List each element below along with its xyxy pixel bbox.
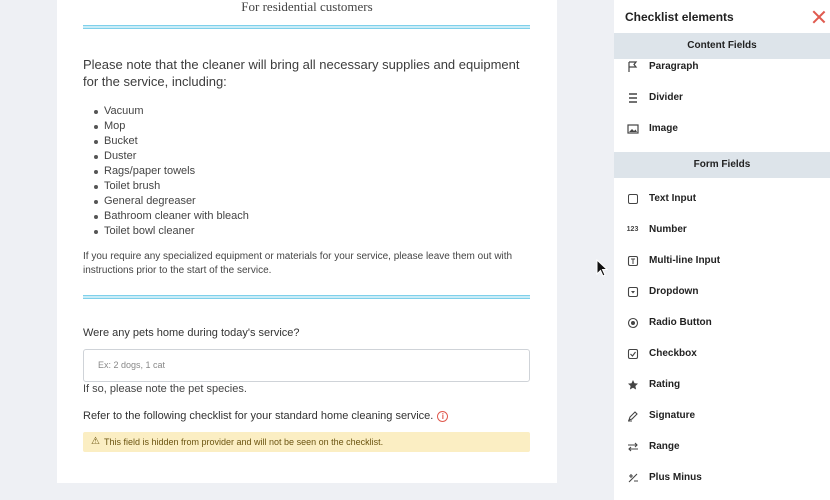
element-label: Divider	[649, 92, 683, 103]
element-label: Text Input	[649, 193, 697, 204]
element-label: Rating	[649, 379, 681, 390]
rating-icon	[626, 378, 639, 391]
pets-helper-text: If so, please note the pet species.	[83, 383, 247, 395]
element-multiline-input[interactable]	[614, 245, 830, 276]
element-text-input[interactable]	[614, 183, 830, 214]
close-icon[interactable]	[812, 10, 826, 24]
number-icon: 123	[626, 226, 639, 233]
element-divider[interactable]	[614, 82, 830, 113]
form-divider[interactable]	[83, 295, 530, 299]
radio-button-icon	[626, 316, 639, 329]
text-input-icon	[626, 192, 639, 205]
list-item: Bathroom cleaner with bleach	[104, 210, 249, 222]
section-form-fields: Form Fields	[614, 152, 830, 178]
checklist-ref-label: Refer to the following checklist for your standard home cleaning service.	[83, 410, 434, 422]
element-rating[interactable]	[614, 369, 830, 400]
list-item: General degreaser	[104, 194, 249, 209]
warning-icon: ⚠	[91, 436, 100, 447]
element-number[interactable]	[614, 214, 830, 245]
element-label: Number	[649, 224, 687, 235]
checklist-elements-panel	[614, 0, 830, 500]
element-dropdown[interactable]	[614, 276, 830, 307]
form-subtitle: For residential customers	[241, 0, 373, 14]
element-range[interactable]	[614, 431, 830, 462]
element-label: Range	[649, 441, 680, 452]
plus-minus-icon	[626, 471, 639, 484]
element-label: Signature	[649, 410, 696, 421]
supplies-list	[104, 104, 249, 239]
list-item: Bucket	[104, 134, 249, 149]
element-label: Image	[649, 123, 678, 134]
checklist-ref[interactable]	[83, 410, 448, 422]
element-label: Paragraph	[649, 61, 699, 72]
dropdown-icon	[626, 285, 639, 298]
range-icon	[626, 440, 639, 453]
divider-icon	[626, 91, 639, 104]
element-label: Multi-line Input	[649, 255, 721, 266]
paragraph-icon	[626, 60, 639, 73]
mouse-cursor-icon	[596, 259, 608, 277]
panel-header	[614, 0, 830, 33]
element-signature[interactable]	[614, 400, 830, 431]
pets-input[interactable]: Ex: 2 dogs, 1 cat	[83, 349, 530, 382]
element-checkbox[interactable]	[614, 338, 830, 369]
element-image[interactable]	[614, 113, 830, 144]
multiline-input-icon	[626, 254, 639, 267]
info-icon[interactable]: i	[437, 411, 448, 422]
list-item: Vacuum	[104, 104, 249, 119]
checkbox-icon	[626, 347, 639, 360]
list-item: Toilet brush	[104, 179, 249, 194]
element-label: Checkbox	[649, 348, 697, 359]
intro-paragraph[interactable]: Please note that the cleaner will bring all necessary supplies and equipment for the service, including:	[83, 57, 520, 89]
signature-icon	[626, 409, 639, 422]
hidden-field-warning	[83, 432, 530, 452]
form-divider[interactable]	[83, 25, 530, 29]
warning-text: This field is hidden from provider and will not be seen on the checklist.	[103, 437, 384, 447]
panel-title: Checklist elements	[625, 9, 734, 24]
element-label: Dropdown	[649, 286, 699, 297]
image-icon	[626, 122, 639, 135]
element-radio-button[interactable]	[614, 307, 830, 338]
element-label: Radio Button	[649, 317, 712, 328]
form-paper	[57, 0, 557, 483]
list-item: Duster	[104, 149, 249, 164]
list-item: Toilet bowl cleaner	[104, 224, 249, 239]
element-plus-minus[interactable]	[614, 462, 830, 493]
list-item: Mop	[104, 119, 249, 134]
list-item: Rags/paper towels	[104, 164, 249, 179]
pets-question-label: Were any pets home during today's service?	[83, 327, 300, 339]
note-paragraph[interactable]: If you require any specialized equipment or materials for your service, please leave them out with instructions prior to the start of the service.	[83, 251, 513, 276]
section-content-fields: Content Fields	[614, 33, 830, 59]
element-label: Plus Minus	[649, 472, 702, 483]
